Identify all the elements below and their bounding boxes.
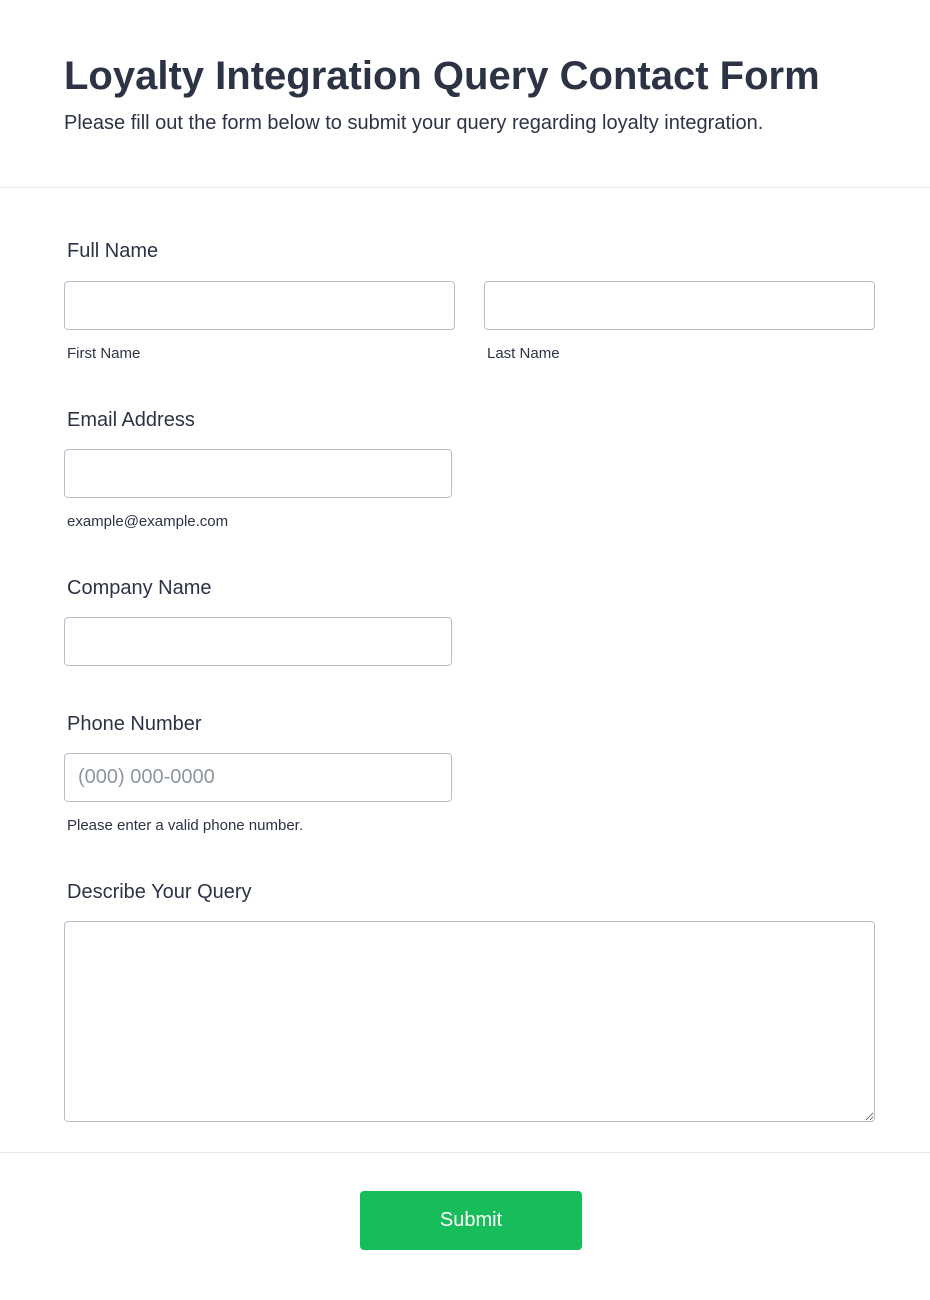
last-name-input[interactable] — [484, 281, 875, 330]
company-name-input[interactable] — [64, 617, 452, 666]
page-subtitle: Please fill out the form below to submit your query regarding loyalty integration. — [64, 112, 764, 134]
phone-number-label: Phone Number — [67, 713, 202, 735]
query-textarea[interactable] — [64, 921, 875, 1122]
email-label: Email Address — [67, 409, 195, 431]
phone-number-sublabel: Please enter a valid phone number. — [67, 817, 303, 834]
page-title: Loyalty Integration Query Contact Form — [64, 54, 820, 98]
phone-number-input[interactable] — [64, 753, 452, 802]
first-name-sublabel: First Name — [67, 345, 141, 362]
footer-divider — [0, 1152, 930, 1153]
full-name-label: Full Name — [67, 240, 159, 262]
last-name-sublabel: Last Name — [487, 345, 560, 362]
query-label: Describe Your Query — [67, 881, 252, 903]
submit-button[interactable]: Submit — [360, 1191, 582, 1250]
email-input[interactable] — [64, 449, 452, 498]
company-name-label: Company Name — [67, 577, 212, 599]
form-header — [0, 0, 930, 188]
email-sublabel: example@example.com — [67, 513, 229, 530]
first-name-input[interactable] — [64, 281, 455, 330]
